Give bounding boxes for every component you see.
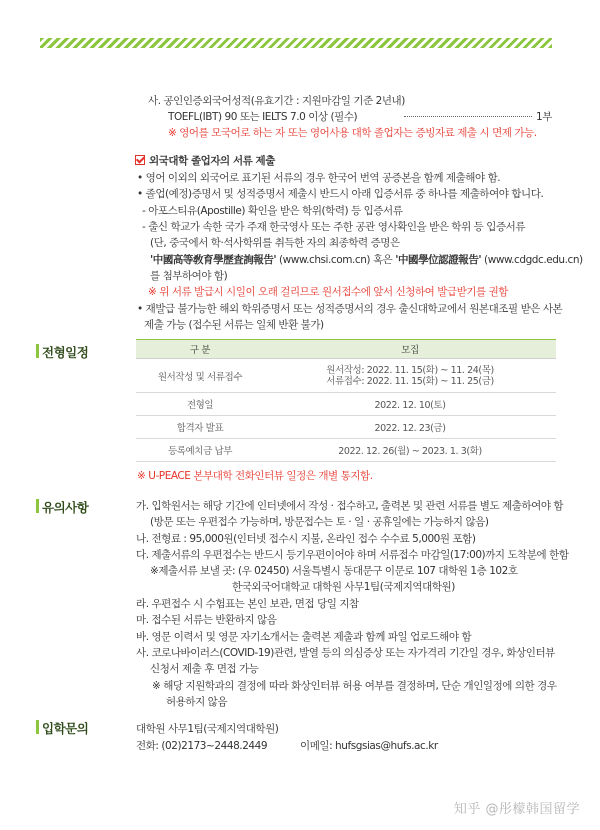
note-sa-sub: 신청서 제출 후 면접 가능	[150, 663, 259, 675]
row-label: 합격자 발표	[136, 416, 264, 439]
china-report-a: '中國高等敎育學歷査詢報告'	[150, 254, 277, 266]
note-da-address: ※제출서류 보낼 곳: (우 02450) 서울특별시 동대문구 이문로 107 대학원 1층 102호	[150, 565, 518, 577]
china-url-b: (www.cdgdc.edu.cn)	[481, 254, 583, 266]
table-row	[136, 439, 556, 462]
note-sa-remark-2: 허용하지 않음	[166, 696, 228, 708]
copies-count: 1부	[536, 111, 552, 123]
note-ba: 바. 영문 이력서 및 영문 자기소개서는 출력본 제출과 함께 파일 업로드해야 함	[136, 631, 472, 643]
note-da: 다. 제출서류의 우편접수는 반드시 등기우편이어야 하며 서류접수 마감일(17:00)까지 도착분에 한함	[136, 549, 569, 561]
schedule-heading-bar	[36, 344, 39, 358]
fg-line-3: - 아포스티유(Apostille) 확인을 받은 학위(학력) 등 입증서류	[142, 205, 403, 217]
row-value: 2022. 12. 23(금)	[264, 416, 556, 439]
china-url-a: (www.chsi.com.cn) 혹은	[276, 254, 396, 266]
note-ga-sub: (방문 또는 우편접수 가능하며, 방문접수는 토 · 일 · 공휴일에는 가능하지 않음)	[150, 516, 489, 528]
row-label: 원서작성 및 서류접수	[136, 359, 264, 393]
fg-attach: 를 첨부하여야 함)	[150, 270, 228, 282]
schedule-note: ※ U-PEACE 본부대학 전화인터뷰 일정은 개별 통지함.	[137, 470, 373, 482]
note-ra: 라. 우편접수 시 수험표는 본인 보관, 면접 당일 지참	[136, 598, 359, 610]
item-sa-language-score: 사. 공인인증외국어성적(유효기간 : 지원마감일 기준 2년내)	[148, 95, 405, 107]
schedule-table	[136, 339, 556, 462]
toefl-text: TOEFL(IBT) 90 또는 IELTS 7.0 이상 (필수)	[168, 111, 358, 123]
fg-china-line	[150, 253, 583, 267]
notes-heading-bar	[36, 499, 39, 513]
inquiry-heading-bar	[36, 720, 39, 734]
fg-warning: ※ 위 서류 발급시 시일이 오래 걸리므로 원서접수에 앞서 신청하여 발급받기를 권함	[148, 286, 508, 298]
note-ma: 마. 접수된 서류는 반환하지 않음	[136, 614, 277, 626]
row-value	[264, 359, 556, 393]
note-ga: 가. 입학원서는 해당 기간에 인터넷에서 작성 · 접수하고, 출력본 및 관련 서류를 별도 제출하여야 함	[136, 500, 564, 512]
inquiry-email: 이메일: hufsgsias@hufs.ac.kr	[300, 740, 438, 752]
table-row	[136, 359, 556, 393]
foreign-grad-title	[135, 154, 275, 168]
table-row	[136, 416, 556, 439]
row-value: 2022. 12. 10(토)	[264, 393, 556, 416]
fg-line-4: - 출신 학교가 속한 국가 주재 한국영사 또는 주한 공관 영사확인을 받은 학위 등 입증서류	[142, 221, 526, 233]
inquiry-heading: 입학문의	[42, 721, 89, 736]
note-da-office: 한국외국어대학교 대학원 사무1팀(국제지역대학원)	[232, 581, 455, 593]
top-stripe-decoration	[40, 38, 552, 48]
inquiry-phone: 전화: (02)2173~2448.2449	[136, 740, 268, 752]
row-value-line-1: 원서작성: 2022. 11. 15(화) ~ 11. 24(목)	[326, 364, 494, 376]
china-report-b: '中國學位認證報告'	[395, 254, 482, 266]
table-header-row	[136, 340, 556, 359]
header-recruit: 모집	[264, 340, 556, 359]
foreign-grad-title-text: 외국대학 졸업자의 서류 제출	[149, 155, 275, 167]
fg-reissue-2: 제출 가능 (접수된 서류는 일체 반환 불가)	[144, 319, 324, 331]
notes-heading: 유의사항	[42, 500, 89, 515]
note-na: 나. 전형료 : 95,000원(인터넷 접수시 지불, 온라인 접수 수수료 5,000원 포함)	[136, 533, 476, 545]
row-value: 2022. 12. 26(월) ~ 2023. 1. 3(화)	[264, 439, 556, 462]
note-sa: 사. 코로나바이러스(COVID-19)관련, 발열 등의 의심증상 또는 자가격리 기간일 경우, 화상인터뷰	[136, 647, 555, 659]
note-sa-remark: ※ 해당 지원학과의 결정에 따라 화상인터뷰 허용 여부를 결정하며, 단순 개인일정에 의한 경우	[152, 680, 557, 692]
row-value-line-2: 서류접수: 2022. 11. 15(화) ~ 11. 25(금)	[326, 375, 494, 387]
header-category: 구 분	[136, 340, 264, 359]
watermark: 知乎 @彤檬韩国留学	[453, 802, 580, 817]
fg-reissue-1: • 재발급 불가능한 해외 학위증명서 또는 성적증명서의 경우 출신대학교에서 원본대조필 받은 사본	[137, 303, 563, 315]
inquiry-office: 대학원 사무1팀(국제지역대학원)	[136, 723, 279, 735]
fg-line-2: • 졸업(예정)증명서 및 성적증명서 제출시 반드시 아래 입증서류 중 하나를 제출하여야 합니다.	[137, 188, 544, 200]
fg-line-1: • 영어 이외의 외국어로 표기된 서류의 경우 한국어 번역 공증본을 함께 제출해야 함.	[137, 172, 501, 184]
toefl-requirement	[168, 110, 357, 124]
dotted-leader	[404, 116, 532, 117]
row-label: 전형일	[136, 393, 264, 416]
checkbox-icon	[135, 155, 145, 165]
table-row	[136, 393, 556, 416]
fg-line-5: (단, 중국에서 학·석사학위를 취득한 자의 최종학력 증명은	[150, 237, 400, 249]
schedule-heading: 전형일정	[42, 345, 89, 360]
exemption-note: ※ 영어를 모국어로 하는 자 또는 영어사용 대학 졸업자는 증빙자료 제출 시 면제 가능.	[168, 127, 537, 139]
row-label: 등록예치금 납부	[136, 439, 264, 462]
